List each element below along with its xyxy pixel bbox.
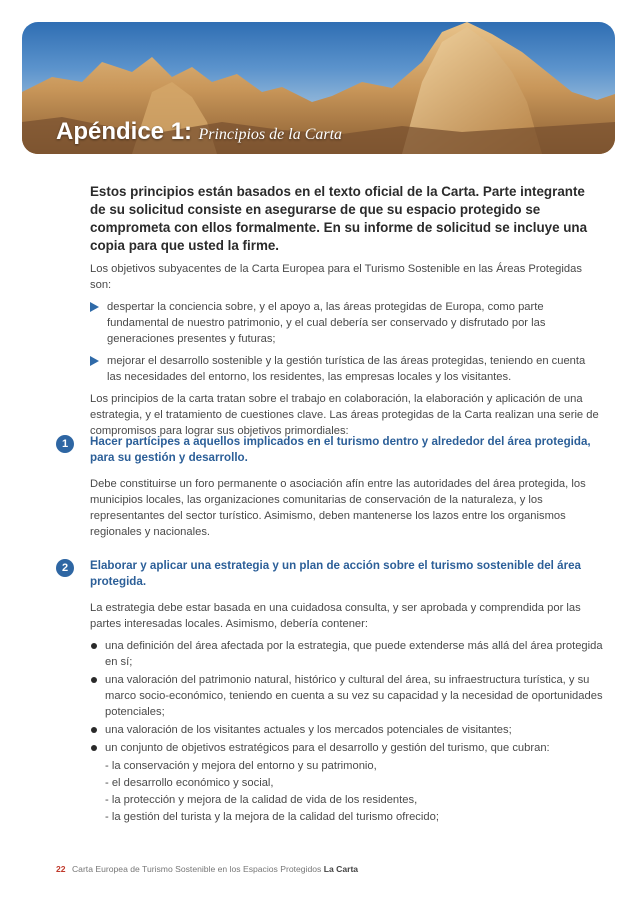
closing-paragraph: Los principios de la carta tratan sobre el trabajo en colaboración, la elaboración y aplicación de una estrategia, y el tratamiento de cuestiones clave. Las áreas protegidas de la Carta realizan una serie de compromisos para lograr sus objetivos primordiales: [90, 393, 599, 437]
intro-bold-paragraph: Estos principios están basados en el texto oficial de la Carta. Parte integrante de su solicitud consiste en asegurarse de que su espacio protegido se comprometa con ellos formalmente. En su informe de solicitud se incluye una copia para que usted la firme. [90, 184, 588, 253]
objective-text: despertar la conciencia sobre, y el apoyo a, las áreas protegidas de Europa, como parte fundamental de nuestro patrimonio, y el cual debería ser conservado y disfrutado por las generaciones presentes y futuras; [107, 301, 546, 345]
page-title [56, 118, 342, 146]
triangle-bullet-icon [90, 302, 99, 312]
appendix-title: Apéndice 1: [56, 118, 193, 145]
objectives-lead: Los objetivos subyacentes de la Carta Europea para el Turismo Sostenible en las Áreas Protegidas son: [90, 263, 582, 291]
list-item [90, 638, 604, 670]
bullet-dot-icon [91, 643, 97, 649]
sub-list-item: - el desarrollo económico y social, [105, 777, 274, 789]
list-item [90, 672, 604, 720]
objective-text: mejorar el desarrollo sostenible y la gestión turística de las áreas protegidas, teniendo en cuenta las necesidades del entorno, los residentes, las empresas locales y los visitantes. [107, 355, 586, 383]
bullet-text: un conjunto de objetivos estratégicos para el desarrollo y gestión del turismo, que cubran: [105, 742, 550, 754]
strategy-contents-list [90, 638, 604, 825]
list-item [90, 722, 604, 738]
section-heading: Elaborar y aplicar una estrategia y un plan de acción sobre el turismo sostenible del área protegida. [90, 559, 581, 588]
sub-list-item: - la conservación y mejora del entorno y su patrimonio, [105, 760, 377, 772]
objectives-sublist [90, 758, 604, 825]
section-body: La estrategia debe estar basada en una cuidadosa consulta, y ser aprobada y comprendida por las partes interesadas locales. Asimismo, debería contener: [90, 602, 581, 630]
header-banner [22, 22, 615, 154]
bullet-dot-icon [91, 727, 97, 733]
principle-section-1 [56, 434, 604, 540]
page-number: 22 [56, 864, 66, 874]
bullet-text: una definición del área afectada por la estrategia, que puede extenderse más allá del área protegida en sí; [105, 640, 603, 668]
bullet-text: una valoración de los visitantes actuales y los mercados potenciales de visitantes; [105, 724, 512, 736]
list-item [90, 353, 600, 385]
triangle-bullet-icon [90, 356, 99, 366]
section-heading: Hacer partícipes a aquellos implicados en el turismo dentro y alrededor del área protegida, para su gestión y desarrollo. [90, 435, 591, 464]
bullet-text: una valoración del patrimonio natural, histórico y cultural del área, su infraestructura turística, y su marco socio-económico, teniendo en cuenta a su vez su capacidad y la necesidad de oportunidades potenciales; [105, 674, 603, 718]
intro-block [90, 183, 600, 439]
objectives-list [90, 299, 600, 385]
page-footer [56, 864, 358, 874]
bullet-dot-icon [91, 677, 97, 683]
bullet-dot-icon [91, 745, 97, 751]
list-item [90, 740, 604, 825]
footer-bold-text: La Carta [323, 864, 359, 874]
list-item [90, 299, 600, 347]
sub-list-item: - la gestión del turista y la mejora de la calidad del turismo ofrecido; [105, 811, 439, 823]
section-number-badge: 2 [56, 559, 74, 577]
section-body: Debe constituirse un foro permanente o asociación afín entre las autoridades del área protegida, los municipios locales, las organizaciones comunitarias de conservación de la naturaleza, y los representantes del sector turístico. Asimismo, deben mantenerse los lazos entre los organismos regionales y nacionales. [90, 478, 586, 538]
principle-section-2 [56, 558, 604, 827]
sub-list-item: - la protección y mejora de la calidad de vida de los residentes, [105, 794, 418, 806]
footer-text: Carta Europea de Turismo Sostenible en los Espacios Protegidos [71, 864, 322, 874]
section-number-badge: 1 [56, 435, 74, 453]
appendix-subtitle: Principios de la Carta [198, 126, 343, 143]
